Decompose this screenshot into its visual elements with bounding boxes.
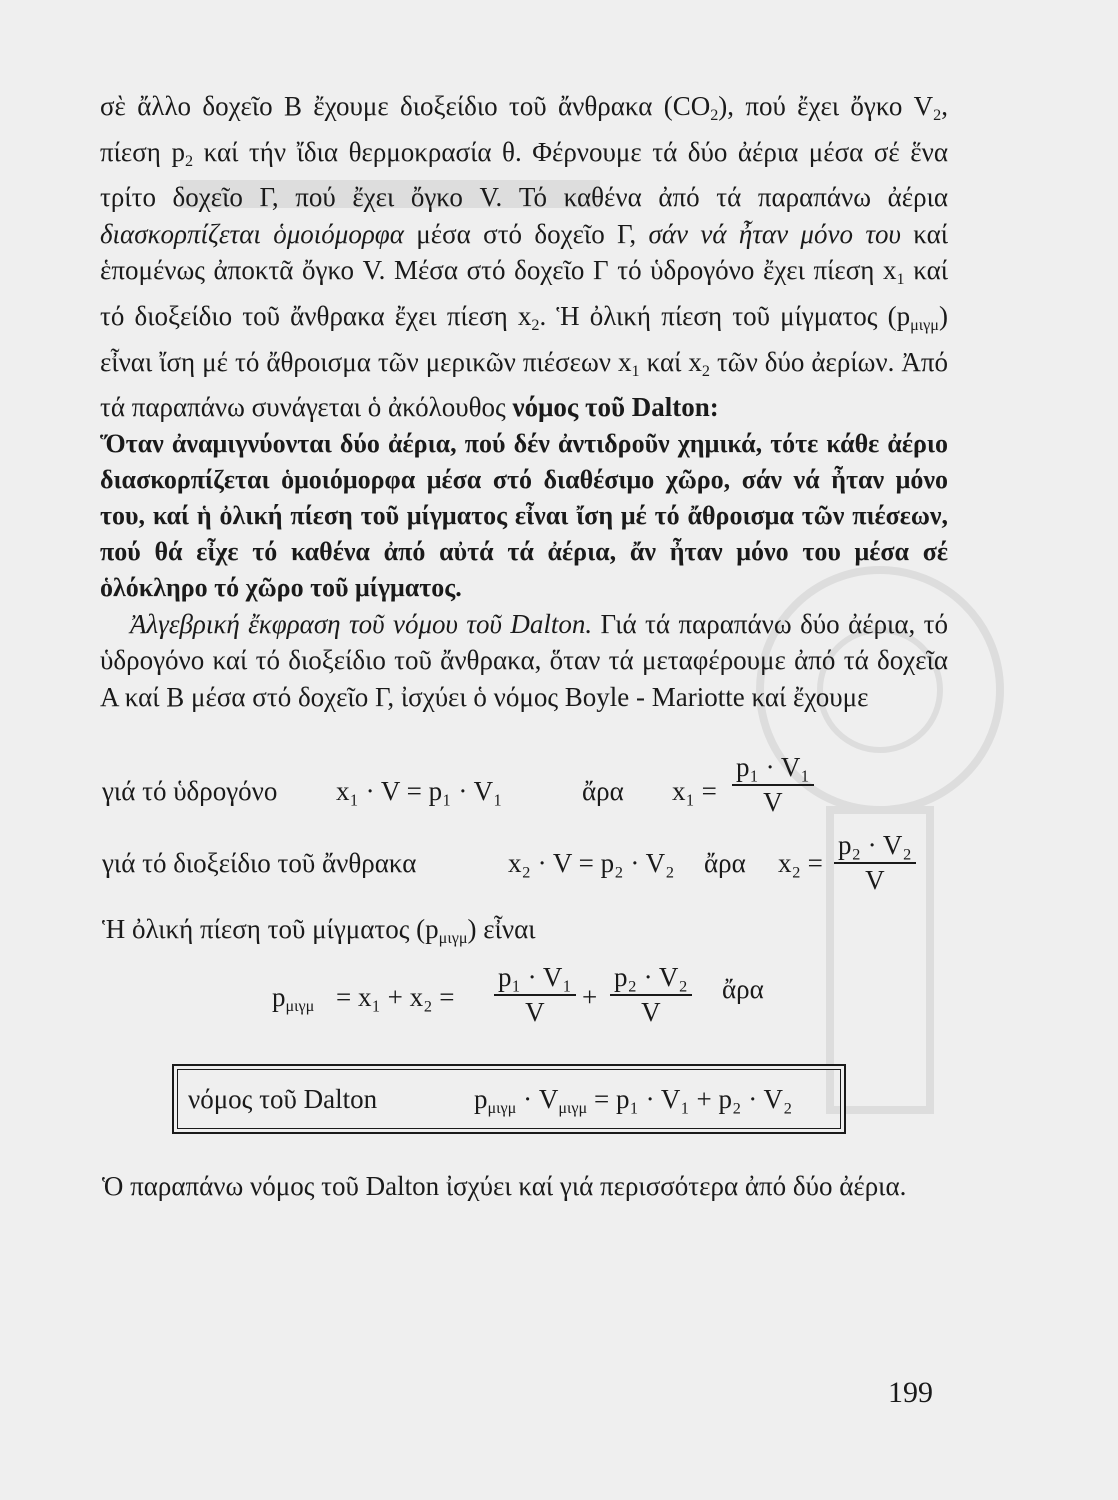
hydrogen-lhs: x₁ · V = p₁ · V₁ — [336, 776, 503, 806]
hydrogen-ara: ἄρα — [582, 776, 624, 806]
dalton-rule: Ὅταν ἀναμιγνύονται δύο ἀέρια, πού δέν ἀντιδροῦν χημικά, τότε κάθε ἀέριο διασκορπίζεται ὁμοιόμορφα μέσα στό διαθέσιμο χῶρο, σάν νά ἦταν μόνο του, καί ἡ ὀλική πίεση τοῦ μίγματος εἶναι ἴση μέ τό ἄθροισμα τῶν πιέσεων, πού θά εἶχε τό καθένα ἀπό αὐτά τά ἀέρια, ἄν ἦταν μόνο του μέσα σέ ὁλόκληρο τό χῶρο τοῦ μίγματος. — [100, 428, 948, 602]
total-eq-lhs: $p_{\mu\iota\gamma\mu}$ — [272, 982, 315, 1015]
main-text — [100, 88, 948, 716]
co2-fraction: $\frac{\text{p₂ · V₂}}{V}$ — [834, 830, 916, 896]
total-fraction-1: $\frac{\text{p₁ · V₁}}{V}$ — [494, 962, 576, 1028]
co2-ara: ἄρα — [704, 848, 746, 878]
closing-paragraph: Ὁ παραπάνω νόμος τοῦ Dalton ἰσχύει καί γιά περισσότερα ἀπό δύο ἀέρια. — [102, 1171, 907, 1201]
total-pressure-intro: Ἡ ὀλική πίεση τοῦ μίγματος $(p_{\mu\iota\gamma\mu})$ εἶναι — [102, 914, 536, 947]
equation-hydrogen: γιά τό ὑδρογόνο — [102, 776, 278, 806]
total-eq-plus: + — [582, 982, 598, 1012]
hydrogen-result-lhs: x₁ = — [672, 776, 717, 806]
intro-paragraph: σὲ ἄλλο δοχεῖο Β ἔχουμε διοξείδιο τοῦ ἄνθρακα $(CO_2)$, πού ἔχει ὄγκο $V_2$, πίεση $p_2$ καί τήν ἴδια θερμοκρασία θ. Φέρνουμε τά δύο ἀέρια μέσα σέ ἕνα τρίτο δοχεῖο Γ, πού ἔχει ὄγκο V. Τό καθένα ἀπό τά παραπάνω ἀέρια διασκορπίζεται ὁμοιόμορφα μέσα στό δοχεῖο Γ, σάν νά ἦταν μόνο του καί ἑπομένως ἀποκτᾶ ὄγκο V. Μέσα στό δοχεῖο Γ τό ὑδρογόνο ἔχει πίεση $x_1$ καί τό διοξείδιο τοῦ ἄνθρακα ἔχει πίεση $x_2$. Ἡ ὀλική πίεση τοῦ μίγματος $(p_{\mu\iota\gamma\mu})$ εἶναι ἴση μέ τό ἄθροισμα τῶν μερικῶν πιέσεων $x_1$ καί $x_2$ τῶν δύο ἀερίων. Ἀπό τά παραπάνω συνάγεται ὁ ἀκόλουθος νόμος τοῦ Dalton: — [100, 91, 949, 423]
total-eq-ara: ἄρα — [722, 974, 764, 1004]
boxed-law-formula: $p_{\mu\iota\gamma\mu} \cdot V_{\mu\iota\gamma\mu} = p_1 \cdot V_1 + p_2 \cdot V_2$ — [474, 1084, 793, 1117]
boxed-law-label: νόμος τοῦ Dalton — [188, 1084, 378, 1114]
equation-co2: γιά τό διοξείδιο τοῦ ἄνθρακα — [102, 848, 417, 878]
co2-lhs: x₂ · V = p₂ · V₂ — [508, 848, 675, 878]
algebra-paragraph: Ἀλγεβρική ἔκφραση τοῦ νόμου τοῦ Dalton. Γιά τά παραπάνω δύο ἀέρια, τό ὑδρογόνο καί τό διοξείδιο τοῦ ἄνθρακα, ὅταν τά μεταφέρουμε ἀπό τά δοχεῖα Α καί Β μέσα στό δοχεῖο Γ, ἰσχύει ὁ νόμος Boyle - Mariotte καί ἔχουμε — [100, 608, 948, 712]
co2-result-lhs: x₂ = — [778, 848, 823, 878]
page-number: 199 — [888, 1376, 933, 1409]
total-eq-middle: = x₁ + x₂ = — [336, 982, 455, 1012]
total-fraction-2: $\frac{\text{p₂ · V₂}}{V}$ — [610, 962, 692, 1028]
hydrogen-fraction: $\frac{\text{p₁ · V₁}}{V}$ — [732, 752, 814, 818]
